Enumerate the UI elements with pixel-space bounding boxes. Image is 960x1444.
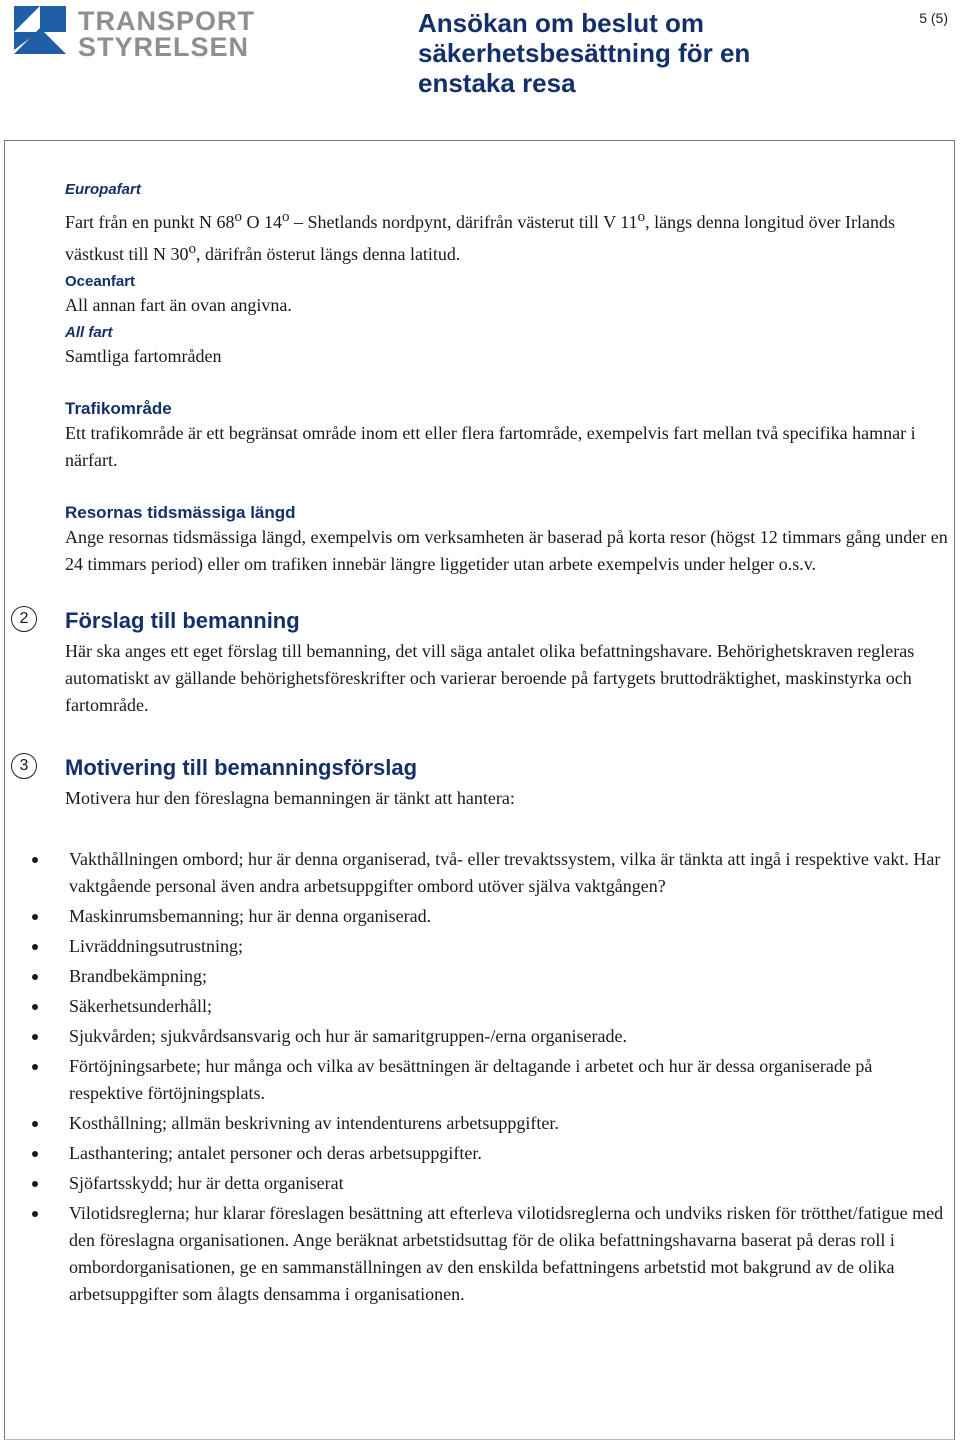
logo-mark-icon bbox=[14, 6, 66, 58]
list-item: Kosthållning; allmän beskrivning av intendenturens arbetsuppgifter. bbox=[0, 1110, 950, 1137]
page-number: 5 (5) bbox=[919, 10, 948, 26]
bullet-icon bbox=[32, 914, 38, 920]
section-motivering bbox=[19, 753, 950, 1308]
bullet-icon bbox=[32, 1211, 38, 1217]
allfart-text: Samtliga fartområden bbox=[65, 346, 222, 366]
list-item: Maskinrumsbemanning; hur är denna organiserad. bbox=[0, 903, 950, 930]
bullet-icon bbox=[32, 974, 38, 980]
trafikomrade-heading: Trafikområde bbox=[65, 399, 172, 418]
resornas-heading: Resornas tidsmässiga längd bbox=[65, 503, 296, 522]
allfart-heading: All fart bbox=[65, 324, 113, 341]
form-content bbox=[19, 180, 950, 1311]
list-item: Sjöfartsskydd; hur är detta organiserat bbox=[0, 1170, 950, 1197]
oceanfart-text: All annan fart än ovan angivna. bbox=[65, 295, 292, 315]
section-number-3: 3 bbox=[11, 753, 37, 779]
europafart-text: Fart från en punkt N 68$^o$ O 14$^o$ – Shetlands nordpynt, därifrån västerut till V 11$^o$, längs denna longitud över Irlands västkust till N 30$^o$, därifrån österut längs denna latitud. bbox=[65, 209, 896, 264]
document-title: Ansökan om beslut om säkerhetsbesättning för en enstaka resa bbox=[418, 8, 751, 98]
bullet-icon bbox=[32, 1181, 38, 1187]
oceanfart-heading: Oceanfart bbox=[65, 273, 136, 290]
list-item: Lasthantering; antalet personer och deras arbetsuppgifter. bbox=[0, 1140, 950, 1167]
bullet-icon bbox=[32, 1034, 38, 1040]
section3-heading: Motivering till bemanningsförslag bbox=[65, 755, 418, 780]
bullet-icon bbox=[32, 944, 38, 950]
list-item: Vilotidsreglerna; hur klarar föreslagen besättning att efterleva vilotidsreglerna och undviks risken för trötthet/fatigue med den föreslagna organisationen. Ange beräknat arbetstidsuttag för de olika befattningshavarna baserat på deras roll i ombordorganisationen, ge en sammanställningen av den enskilda befattningens arbetstid mot bakgrund av de olika arbetsuppgifter som ålagts densamma i organisationen. bbox=[0, 1200, 950, 1308]
list-item: Livräddningsutrustning; bbox=[0, 933, 950, 960]
bullet-icon bbox=[32, 857, 38, 863]
list-item: Förtöjningsarbete; hur många och vilka av besättningen är deltagande i arbetet och hur är dessa organiserade på respektive förtöjningsplats. bbox=[0, 1053, 950, 1107]
section2-text: Här ska anges ett eget förslag till bemanning, det vill säga antalet olika befattningshavare. Behörighetskraven regleras automatiskt av gällande behörighetsföreskrifter och varierar beroende på fartygets bruttodräktighet, maskinstyrka och fartområde. bbox=[65, 641, 915, 715]
bullet-icon bbox=[32, 1064, 38, 1070]
bullet-icon bbox=[32, 1121, 38, 1127]
list-item: Brandbekämpning; bbox=[0, 963, 950, 990]
list-item: Vakthållningen ombord; hur är denna organiserad, två- eller trevaktssystem, vilka är tänkta att ingå i respektive vakt. Har vaktgående personal även andra arbetsuppgifter ombord utöver själva vaktgången? bbox=[0, 846, 950, 900]
transportstyrelsen-logo bbox=[14, 6, 255, 62]
list-item: Säkerhetsunderhåll; bbox=[0, 993, 950, 1020]
motivering-list bbox=[0, 846, 950, 1308]
bullet-icon bbox=[32, 1151, 38, 1157]
section2-heading: Förslag till bemanning bbox=[65, 608, 300, 633]
section-forslag-bemanning bbox=[19, 606, 950, 719]
europafart-heading: Europafart bbox=[65, 181, 141, 198]
section-number-2: 2 bbox=[11, 606, 37, 632]
trafikomrade-text: Ett trafikområde är ett begränsat område inom ett eller flera fartområde, exempelvis fart mellan två specifika hamnar i närfart. bbox=[65, 423, 916, 470]
list-item: Sjukvården; sjukvårdsansvarig och hur är samaritgruppen-/erna organiserade. bbox=[0, 1023, 950, 1050]
bullet-icon bbox=[32, 1004, 38, 1010]
section3-intro: Motivera hur den föreslagna bemanningen är tänkt att hantera: bbox=[65, 788, 515, 808]
resornas-text: Ange resornas tidsmässiga längd, exempelvis om verksamheten är baserad på korta resor (högst 12 timmars gång under en 24 timmars period) eller om trafiken innebär längre liggetider utan arbete exempelvis under helger o.s.v. bbox=[65, 527, 948, 574]
logo-text: TRANSPORT STYRELSEN bbox=[78, 6, 255, 62]
